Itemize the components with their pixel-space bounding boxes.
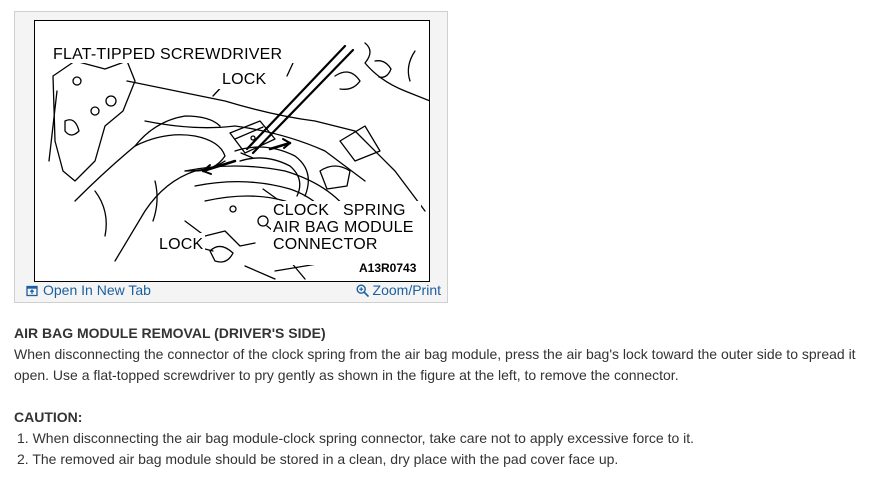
figure-code: A13R0743 <box>359 261 417 275</box>
zoom-print-label: Zoom/Print <box>372 282 441 298</box>
open-new-tab-label: Open In New Tab <box>43 282 151 298</box>
label-connector: CONNECTOR <box>273 236 378 253</box>
open-new-tab-icon <box>26 284 38 296</box>
zoom-in-icon <box>356 284 368 296</box>
procedure-text <box>14 323 880 470</box>
caution-title: CAUTION: <box>14 409 83 425</box>
spacer <box>14 386 880 407</box>
caution-list <box>14 428 880 470</box>
label-air-bag-module: AIR BAG MODULE <box>273 219 414 236</box>
open-new-tab-link[interactable] <box>26 282 151 298</box>
label-flat-tipped-screwdriver: FLAT-TIPPED SCREWDRIVER <box>53 46 283 63</box>
label-lock-bottom: LOCK <box>159 236 204 253</box>
figure-illustration <box>34 20 430 282</box>
caution-item: 1. When disconnecting the air bag module-clock spring connector, take care not to apply excessive force to it. <box>17 430 695 446</box>
label-lock-top: LOCK <box>222 71 267 88</box>
label-clock-spring: CLOCK SPRING <box>273 202 406 219</box>
figure-container <box>14 11 448 303</box>
procedure-paragraph: When disconnecting the connector of the clock spring from the air bag module, press the air bag's lock toward the outer side to spread it open. Use a flat-topped screwdriver to pry gently as shown in the figure at the left, to remove the connector. <box>14 346 856 383</box>
figure-actions <box>15 280 447 302</box>
zoom-print-link[interactable] <box>356 282 441 298</box>
section-heading: AIR BAG MODULE REMOVAL (DRIVER'S SIDE) <box>14 325 326 341</box>
caution-item: 2. The removed air bag module should be stored in a clean, dry place with the pad cover face up. <box>17 451 619 467</box>
